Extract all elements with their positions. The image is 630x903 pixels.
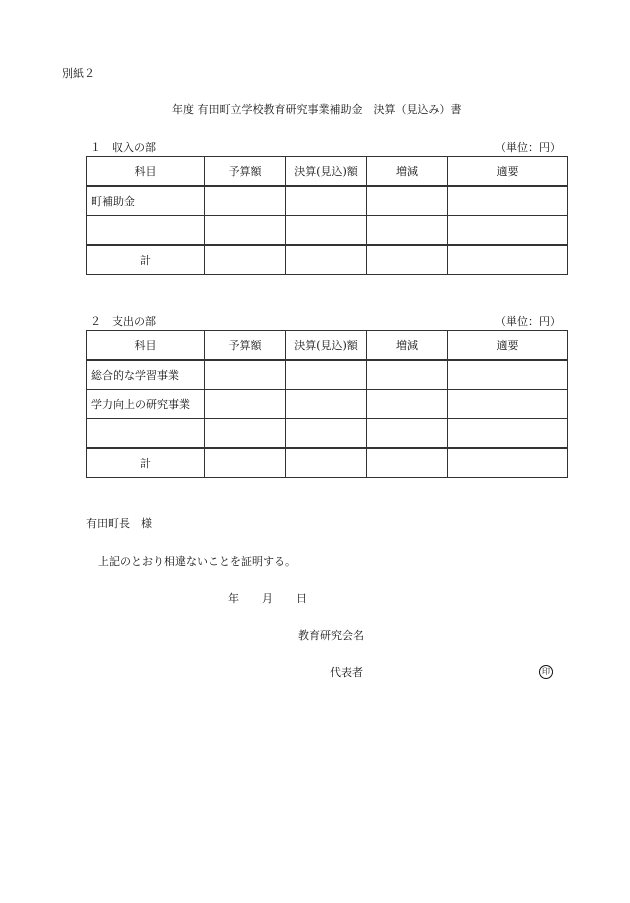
expense-heading: ２ 支出の部 (90, 315, 156, 328)
remarks-cell (448, 390, 568, 419)
change-cell (367, 390, 448, 419)
row-subject: 総合的な学習事業 (87, 360, 205, 390)
column-header-budget: 予算額 (205, 157, 286, 187)
expense-table (86, 330, 568, 478)
certification-text: 上記のとおり相違ないことを証明する。 (98, 555, 296, 568)
attachment-label: 別紙２ (62, 67, 95, 80)
column-header-change: 増減 (367, 331, 448, 361)
expense-header-row (87, 331, 568, 361)
remarks-cell (448, 186, 568, 216)
table-row (87, 419, 568, 449)
table-row (87, 390, 568, 419)
column-header-budget: 予算額 (205, 331, 286, 361)
date-year: 年 (228, 592, 239, 605)
remarks-cell (448, 245, 568, 275)
row-subject: 町補助金 (87, 186, 205, 216)
change-cell (367, 216, 448, 246)
table-row (87, 216, 568, 246)
budget-cell (205, 419, 286, 449)
settlement-cell (286, 360, 367, 390)
column-header-subject: 科目 (87, 157, 205, 187)
organization-name-label: 教育研究会名 (298, 629, 364, 642)
column-header-remarks: 適要 (448, 157, 568, 187)
table-row (87, 186, 568, 216)
budget-cell (205, 390, 286, 419)
column-header-change: 増減 (367, 157, 448, 187)
income-heading: １ 収入の部 (90, 141, 156, 154)
row-subject: 学力向上の研究事業 (87, 390, 205, 419)
income-unit-label: （単位：円） (495, 141, 561, 154)
column-header-remarks: 適要 (448, 331, 568, 361)
representative-label: 代表者 (330, 666, 363, 679)
date-month: 月 (262, 592, 273, 605)
change-cell (367, 245, 448, 275)
addressee: 有田町長 様 (86, 517, 152, 530)
settlement-cell (286, 216, 367, 246)
remarks-cell (448, 448, 568, 478)
change-cell (367, 360, 448, 390)
remarks-cell (448, 360, 568, 390)
expense-unit-label: （単位：円） (495, 315, 561, 328)
income-header-row (87, 157, 568, 187)
document-title: 年度 有田町立学校教育研究事業補助金 決算（見込み）書 (172, 103, 462, 116)
change-cell (367, 419, 448, 449)
column-header-settlement: 決算(見込)額 (286, 331, 367, 361)
budget-cell (205, 448, 286, 478)
remarks-cell (448, 216, 568, 246)
settlement-cell (286, 448, 367, 478)
date-day: 日 (296, 592, 307, 605)
table-row (87, 360, 568, 390)
budget-cell (205, 216, 286, 246)
budget-cell (205, 245, 286, 275)
seal-icon: 印 (539, 665, 553, 679)
column-header-settlement: 決算(見込)額 (286, 157, 367, 187)
row-subject (87, 419, 205, 449)
budget-cell (205, 360, 286, 390)
column-header-subject: 科目 (87, 331, 205, 361)
income-total-row (87, 245, 568, 275)
change-cell (367, 186, 448, 216)
income-table (86, 156, 568, 275)
settlement-cell (286, 419, 367, 449)
settlement-cell (286, 245, 367, 275)
remarks-cell (448, 419, 568, 449)
total-label: 計 (87, 245, 205, 275)
change-cell (367, 448, 448, 478)
settlement-cell (286, 186, 367, 216)
total-label: 計 (87, 448, 205, 478)
settlement-cell (286, 390, 367, 419)
expense-total-row (87, 448, 568, 478)
budget-cell (205, 186, 286, 216)
row-subject (87, 216, 205, 246)
